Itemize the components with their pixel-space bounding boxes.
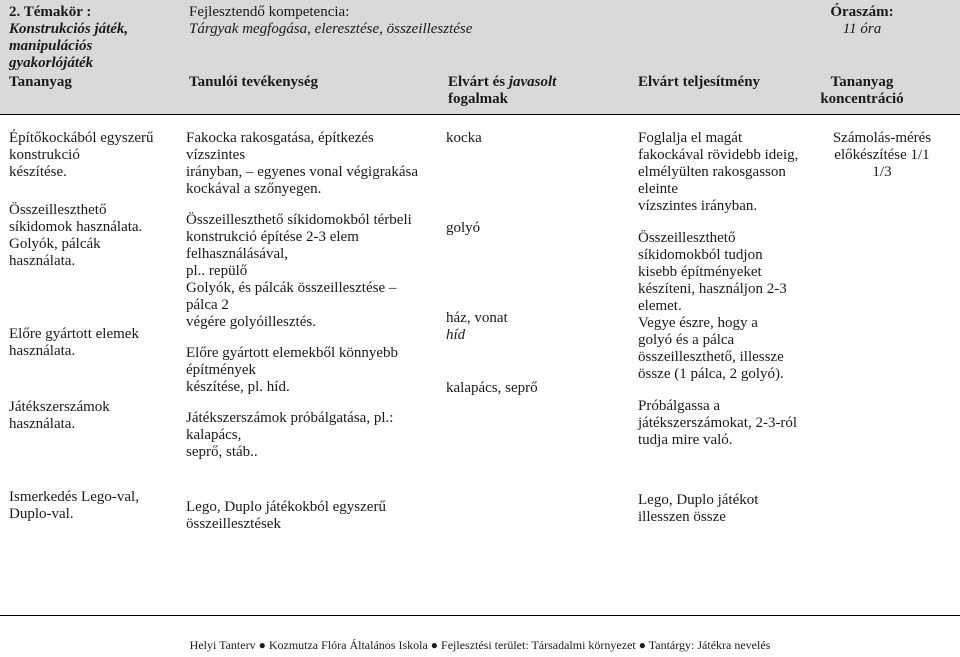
- koncentracio-line: 1/3: [872, 164, 892, 180]
- col-tananyag: [9, 130, 154, 523]
- tananyag-line: használata.: [9, 416, 76, 432]
- teljesitmeny-line: tudja mire való.: [638, 432, 733, 448]
- teljesitmeny-line: illesszen össze: [638, 509, 726, 525]
- tevekenyseg-line: végére golyóillesztés.: [186, 314, 316, 330]
- teljesitmeny-line: Lego, Duplo játékot: [638, 492, 759, 508]
- tananyag-line: konstrukció: [9, 147, 80, 163]
- hours-label: Óraszám:: [830, 4, 894, 20]
- topic-number: 2. Témakör :: [9, 4, 92, 20]
- tananyag-line: készítése.: [9, 164, 67, 180]
- tananyag-line: Ismerkedés Lego-val,: [9, 489, 139, 505]
- koncentracio-line: előkészítése 1/1: [834, 147, 930, 163]
- col-tevekenyseg: [186, 130, 418, 533]
- col-header-fogalmak-italic: javasolt: [508, 74, 557, 90]
- teljesitmeny-line: Összeilleszthető: [638, 230, 736, 246]
- col-header-fogalmak-line-2: fogalmak: [448, 91, 508, 107]
- spacer: [638, 449, 798, 492]
- spacer: [186, 461, 418, 499]
- spacer: [186, 331, 418, 345]
- col-koncentracio: [812, 130, 952, 181]
- teljesitmeny-line: Próbálgassa a: [638, 398, 721, 414]
- tevekenyseg-line: Játékszerszámok próbálgatása, pl.:: [186, 410, 394, 426]
- tananyag-line: Előre gyártott elemek: [9, 326, 139, 342]
- col-header-tevekenyseg: Tanulói tevékenység: [189, 74, 319, 90]
- tevekenyseg-line: Golyók, és pálcák összeillesztése –: [186, 280, 397, 296]
- fogalom-kocka: kocka: [446, 130, 482, 146]
- col-teljesitmeny: [638, 130, 798, 526]
- teljesitmeny-line: össze (1 pálca, 2 golyó).: [638, 366, 784, 382]
- tevekenyseg-line: kockával a szőnyegen.: [186, 181, 322, 197]
- tevekenyseg-line: Fakocka rakosgatása, építkezés: [186, 130, 374, 146]
- tevekenyseg-line: irányban, – egyenes vonal végigrakása: [186, 164, 418, 180]
- col-header-tananyag: Tananyag: [9, 74, 72, 90]
- tananyag-line: Játékszerszámok: [9, 399, 110, 415]
- table-bottom-border: [0, 615, 960, 616]
- tananyag-line: használata.: [9, 343, 76, 359]
- col-header-fogalmak: [448, 74, 556, 91]
- tananyag-line: használata.: [9, 253, 76, 269]
- tananyag-line: síkidomok használata.: [9, 219, 143, 235]
- teljesitmeny-line: Foglalja el magát: [638, 130, 743, 146]
- spacer: [9, 270, 154, 326]
- teljesitmeny-line: vízszintes irányban.: [638, 198, 758, 214]
- teljesitmeny-line: Vegye észre, hogy a: [638, 315, 758, 331]
- tananyag-line: Duplo-val.: [9, 506, 74, 522]
- teljesitmeny-line: síkidomokból tudjon: [638, 247, 763, 263]
- col-header-teljesitmeny: Elvárt teljesítmény: [638, 74, 761, 90]
- spacer: [638, 215, 798, 230]
- col-header-koncentracio-1: Tananyag: [830, 74, 894, 90]
- competence-label: Fejlesztendő kompetencia:: [189, 4, 350, 20]
- header-divider: [0, 114, 960, 115]
- spacer: [9, 433, 154, 489]
- fogalom-golyo: golyó: [446, 220, 481, 236]
- spacer: [186, 396, 418, 410]
- topic-title-line-3: gyakorlójáték: [9, 55, 94, 71]
- teljesitmeny-line: készíteni, használjon 2-3: [638, 281, 787, 297]
- teljesitmeny-line: eleinte: [638, 181, 678, 197]
- competence-value: Tárgyak megfogása, eleresztése, összeillesztése: [189, 21, 473, 37]
- spacer: [9, 181, 154, 202]
- spacer: [9, 360, 154, 399]
- hours-value: 11 óra: [842, 21, 882, 37]
- tevekenyseg-line: pl.. repülő: [186, 263, 248, 279]
- tevekenyseg-line: vízszintes: [186, 147, 246, 163]
- tevekenyseg-line: Összeilleszthető síkidomokból térbeli: [186, 212, 412, 228]
- tevekenyseg-line: építmények: [186, 362, 256, 378]
- teljesitmeny-line: golyó és a pálca: [638, 332, 735, 348]
- tananyag-line: Összeilleszthető: [9, 202, 107, 218]
- topic-title-line-2: manipulációs: [9, 38, 93, 54]
- tevekenyseg-line: összeillesztések: [186, 516, 281, 532]
- spacer: [186, 198, 418, 212]
- tevekenyseg-line: kalapács,: [186, 427, 242, 443]
- spacer: [638, 383, 798, 398]
- teljesitmeny-line: kisebb építményeket: [638, 264, 762, 280]
- tevekenyseg-line: készítése, pl. híd.: [186, 379, 290, 395]
- tevekenyseg-line: Lego, Duplo játékokból egyszerű: [186, 499, 386, 515]
- page-footer: Helyi Tanterv ● Kozmutza Flóra Általános Iskola ● Fejlesztési terület: Társadalmi környezet ● Tantárgy: Játékra nevelés: [189, 638, 771, 652]
- tevekenyseg-line: seprő, stáb..: [186, 444, 258, 460]
- tananyag-line: Golyók, pálcák: [9, 236, 101, 252]
- tevekenyseg-line: pálca 2: [186, 297, 229, 313]
- fogalom-hid: híd: [446, 327, 466, 343]
- col-header-fogalmak-bold: Elvárt és: [448, 74, 506, 90]
- teljesitmeny-line: elemet.: [638, 298, 682, 314]
- teljesitmeny-line: összeilleszthető, illessze: [638, 349, 784, 365]
- koncentracio-line: Számolás-mérés: [832, 130, 932, 146]
- fogalom-kalapacs: kalapács, seprő: [446, 380, 538, 396]
- tevekenyseg-line: Előre gyártott elemekből könnyebb: [186, 345, 399, 361]
- tevekenyseg-line: felhasználásával,: [186, 246, 289, 262]
- teljesitmeny-line: elmélyülten rakosgasson: [638, 164, 786, 180]
- topic-title-line-1: Konstrukciós játék,: [9, 21, 129, 37]
- tananyag-line: Építőkockából egyszerű: [9, 130, 154, 146]
- teljesitmeny-line: fakockával rövidebb ideig,: [638, 147, 799, 163]
- teljesitmeny-line: játékszerszámokat, 2-3-ról: [638, 415, 798, 431]
- tevekenyseg-line: konstrukció építése 2-3 elem: [186, 229, 359, 245]
- table-header: [0, 0, 960, 114]
- col-header-koncentracio-2: koncentráció: [820, 91, 904, 107]
- fogalom-haz-vonat: ház, vonat: [446, 310, 508, 326]
